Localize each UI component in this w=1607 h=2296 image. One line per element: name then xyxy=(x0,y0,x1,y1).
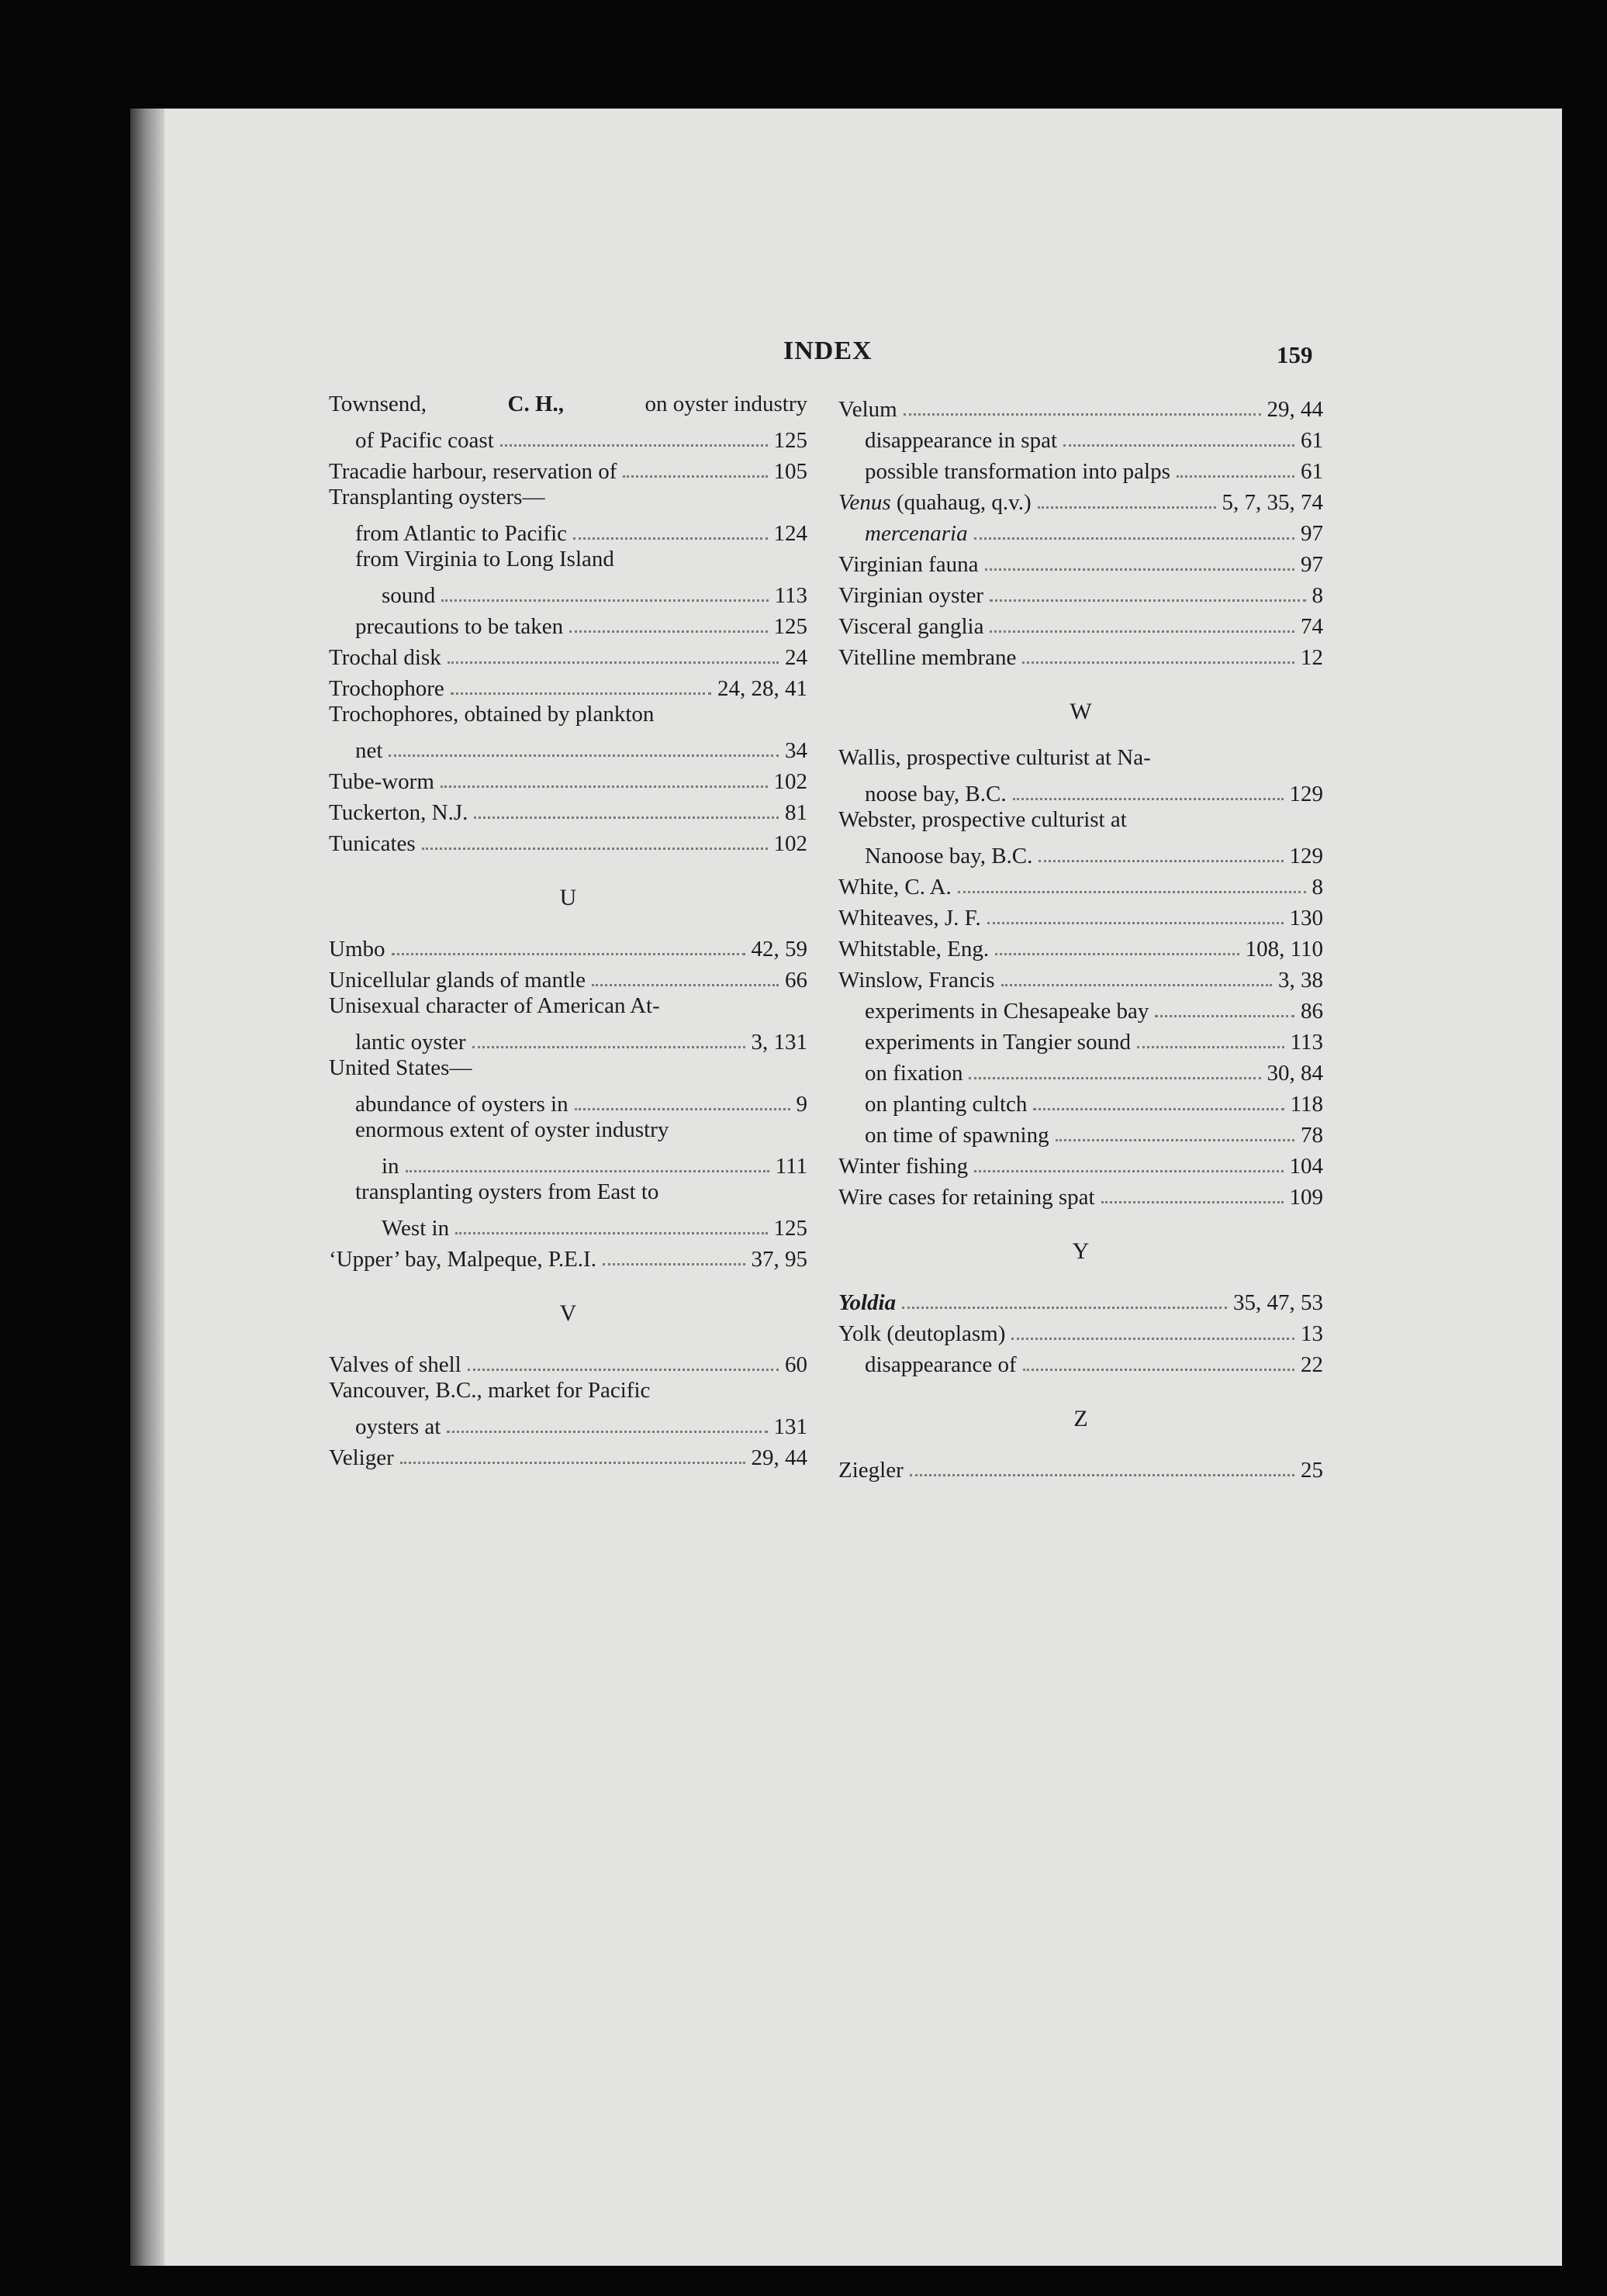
index-entry-line xyxy=(329,993,807,1024)
index-entry-line xyxy=(329,485,807,516)
index-entry-line xyxy=(329,1055,807,1086)
index-entry-text: Yolk (deutoplasm) xyxy=(838,1321,1006,1346)
index-page-reference: 60 xyxy=(785,1352,807,1377)
index-page-reference: 42, 59 xyxy=(751,937,807,962)
index-entry-text: Virginian oyster xyxy=(838,583,983,608)
leader-dots xyxy=(969,1077,1260,1079)
index-page-reference: 111 xyxy=(775,1154,807,1179)
page-title: INDEX xyxy=(783,337,873,365)
index-entry xyxy=(838,454,1323,485)
index-entry-text: abundance of oysters in xyxy=(355,1092,568,1117)
index-entry-text: on planting cultch xyxy=(865,1092,1028,1117)
index-entry-text: experiments in Tangier sound xyxy=(865,1030,1131,1055)
leader-dots xyxy=(990,599,1306,602)
leader-dots xyxy=(1155,1015,1294,1017)
index-entry xyxy=(838,993,1323,1024)
leader-dots xyxy=(974,1170,1283,1172)
index-entry xyxy=(838,1024,1323,1055)
index-entry-text: noose bay, B.C. xyxy=(865,782,1007,806)
leader-dots xyxy=(592,984,779,986)
index-page-reference: 29, 44 xyxy=(751,1445,807,1470)
index-page-reference: 104 xyxy=(1289,1154,1323,1179)
index-page-reference: 3, 131 xyxy=(751,1030,807,1055)
index-entry-line xyxy=(329,392,807,423)
index-entry-text: Winslow, Francis xyxy=(838,968,995,993)
leader-dots xyxy=(910,1474,1294,1476)
index-page-reference: 8 xyxy=(1312,583,1323,608)
index-entry xyxy=(838,1117,1323,1148)
index-entry-line xyxy=(329,1378,807,1409)
index-page-reference: 3, 38 xyxy=(1278,968,1323,993)
index-page-reference: 113 xyxy=(774,583,807,608)
index-entry xyxy=(329,423,807,454)
leader-dots xyxy=(1056,1139,1294,1141)
leader-dots xyxy=(1101,1201,1284,1203)
index-column-left xyxy=(329,392,807,1471)
index-entry-text: Tunicates xyxy=(329,831,416,856)
leader-dots xyxy=(468,1369,779,1371)
index-entry xyxy=(329,454,807,485)
leader-dots xyxy=(987,922,1284,924)
index-page-reference: 130 xyxy=(1289,906,1323,930)
leader-dots xyxy=(985,568,1294,571)
index-entry-text: Transplanting oysters— xyxy=(329,485,545,509)
leader-dots xyxy=(1039,860,1283,862)
index-entry xyxy=(329,516,807,547)
leader-dots xyxy=(474,817,779,819)
index-letter-heading: Z xyxy=(1073,1406,1088,1431)
index-entry-text: of Pacific coast xyxy=(355,428,494,453)
index-entry-text: precautions to be taken xyxy=(355,614,564,639)
index-entry-text: Wire cases for retaining spat xyxy=(838,1185,1095,1210)
index-entry xyxy=(838,869,1323,900)
leader-dots xyxy=(406,1170,769,1172)
index-page-reference: 102 xyxy=(773,831,807,856)
index-page-reference: 97 xyxy=(1301,552,1323,577)
index-entry-text: experiments in Chesapeake bay xyxy=(865,999,1149,1024)
index-entry-text: White, C. A. xyxy=(838,875,952,899)
index-page-reference: 74 xyxy=(1301,614,1323,639)
leader-dots xyxy=(904,413,1261,416)
index-page-reference: 66 xyxy=(785,968,807,993)
index-entry-line xyxy=(838,807,1323,838)
index-entry-line xyxy=(329,547,807,578)
leader-dots xyxy=(569,630,767,633)
index-entry xyxy=(329,1024,807,1055)
index-page-reference: 131 xyxy=(773,1414,807,1439)
index-letter-heading: U xyxy=(559,885,577,910)
leader-dots xyxy=(472,1046,745,1048)
index-entry-text: Vitelline membrane xyxy=(838,645,1017,670)
index-entry-text: Winter fishing xyxy=(838,1154,969,1179)
leader-dots xyxy=(1011,1338,1294,1340)
index-page-reference: 105 xyxy=(773,459,807,484)
index-entry xyxy=(838,547,1323,578)
index-entry-line xyxy=(329,702,807,733)
index-page-reference: 30, 84 xyxy=(1267,1061,1323,1086)
leader-dots xyxy=(441,785,768,788)
index-entry xyxy=(838,1179,1323,1210)
leader-dots xyxy=(448,661,779,664)
index-entry xyxy=(329,1440,807,1471)
index-entry xyxy=(329,962,807,993)
leader-dots xyxy=(974,537,1294,540)
index-page-reference: 109 xyxy=(1289,1185,1323,1210)
index-column-right xyxy=(838,392,1323,1483)
index-page-reference: 5, 7, 35, 74 xyxy=(1222,490,1323,515)
index-entry-text: Tuckerton, N.J. xyxy=(329,800,468,825)
index-entry-text: transplanting oysters from East to xyxy=(355,1179,659,1204)
page-binding-edge xyxy=(130,109,164,2266)
index-page-reference: 129 xyxy=(1289,782,1323,806)
index-entry xyxy=(838,1086,1323,1117)
index-page-reference: 129 xyxy=(1289,844,1323,868)
index-entry-text: enormous extent of oyster industry xyxy=(355,1117,669,1142)
index-entry-text: Trochal disk xyxy=(329,645,441,670)
index-entry xyxy=(329,733,807,764)
index-entry xyxy=(838,900,1323,931)
leader-dots xyxy=(1023,1369,1294,1371)
leader-dots xyxy=(902,1307,1227,1309)
index-entry-text: Whiteaves, J. F. xyxy=(838,906,981,930)
index-page-reference: 9 xyxy=(796,1092,807,1117)
index-entry xyxy=(329,1409,807,1440)
index-entry xyxy=(838,1285,1323,1316)
index-entry-text: oysters at xyxy=(355,1414,441,1439)
leader-dots xyxy=(575,1108,790,1110)
index-entry-text: from Atlantic to Pacific xyxy=(355,521,568,546)
index-page-reference: 37, 95 xyxy=(751,1247,807,1272)
index-entry-text: Venus (quahaug, q.v.) xyxy=(838,490,1032,515)
index-entry-text: Ziegler xyxy=(838,1458,904,1483)
index-page-reference: 81 xyxy=(785,800,807,825)
index-letter-heading: Y xyxy=(1072,1238,1090,1264)
index-page-reference: 78 xyxy=(1301,1123,1323,1148)
index-entry-text: United States— xyxy=(329,1055,472,1080)
index-entry xyxy=(329,931,807,962)
index-entry-text: Virginian fauna xyxy=(838,552,979,577)
index-entry xyxy=(838,776,1323,807)
index-entry xyxy=(329,609,807,640)
index-entry-text: ‘Upper’ bay, Malpeque, P.E.I. xyxy=(329,1247,596,1272)
leader-dots xyxy=(603,1263,745,1265)
index-entry xyxy=(329,1347,807,1378)
index-entry xyxy=(838,578,1323,609)
index-entry-text: Velum xyxy=(838,397,897,422)
index-entry xyxy=(838,516,1323,547)
index-letter-heading: V xyxy=(559,1300,577,1326)
leader-dots xyxy=(958,891,1306,893)
index-page-reference: 8 xyxy=(1312,875,1323,899)
leader-dots xyxy=(1001,984,1272,986)
index-entry-text: net xyxy=(355,738,383,763)
index-entry xyxy=(838,1148,1323,1179)
index-page-reference: 24, 28, 41 xyxy=(717,676,807,701)
page-number: 159 xyxy=(1277,341,1313,368)
index-entry xyxy=(838,1452,1323,1483)
index-entry-text: Veliger xyxy=(329,1445,394,1470)
index-page-reference: 12 xyxy=(1301,645,1323,670)
index-entry-text: Trochophores, obtained by plankton xyxy=(329,702,655,727)
index-entry-text: on time of spawning xyxy=(865,1123,1049,1148)
leader-dots xyxy=(392,953,745,955)
index-entry-text: disappearance of xyxy=(865,1352,1017,1377)
index-entry xyxy=(329,795,807,826)
leader-dots xyxy=(400,1462,745,1464)
leader-dots xyxy=(500,444,768,447)
index-entry xyxy=(329,764,807,795)
index-entry-text: Visceral ganglia xyxy=(838,614,984,639)
index-entry-text: Tube-worm xyxy=(329,769,434,794)
index-page-reference: 108, 110 xyxy=(1245,937,1323,962)
index-page-reference: 24 xyxy=(785,645,807,670)
index-page-reference: 102 xyxy=(773,769,807,794)
index-entry-text: disappearance in spat xyxy=(865,428,1058,453)
index-entry-text: mercenaria xyxy=(865,521,968,546)
index-entry-text: Tracadie harbour, reservation of xyxy=(329,459,617,484)
index-page-reference: 61 xyxy=(1301,428,1323,453)
index-page-reference: 13 xyxy=(1301,1321,1323,1346)
index-page-reference: 22 xyxy=(1301,1352,1323,1377)
leader-dots xyxy=(441,599,768,602)
index-entry-text: Webster, prospective culturist at xyxy=(838,807,1127,832)
index-entry xyxy=(838,838,1323,869)
index-entry xyxy=(838,392,1323,423)
index-entry xyxy=(838,962,1323,993)
index-entry xyxy=(838,931,1323,962)
index-letter-heading: W xyxy=(1070,699,1092,724)
index-entry-line xyxy=(329,1117,807,1148)
index-page-reference: 125 xyxy=(773,428,807,453)
index-entry-text: Whitstable, Eng. xyxy=(838,937,990,962)
index-page-reference: 125 xyxy=(773,614,807,639)
index-entry-text: Unisexual character of American At- xyxy=(329,993,660,1018)
index-entry-text: Trochophore xyxy=(329,676,444,701)
leader-dots xyxy=(623,475,767,478)
leader-dots xyxy=(451,692,711,695)
index-entry xyxy=(329,1241,807,1272)
index-entry-text: Umbo xyxy=(329,937,385,962)
leader-dots xyxy=(455,1232,767,1234)
index-entry-text: in xyxy=(382,1154,399,1179)
leader-dots xyxy=(447,1431,767,1433)
index-entry-line xyxy=(329,1179,807,1210)
leader-dots xyxy=(389,754,779,757)
index-entry-text: Wallis, prospective culturist at Na- xyxy=(838,745,1151,770)
index-entry xyxy=(838,609,1323,640)
index-page-reference: 61 xyxy=(1301,459,1323,484)
index-page-reference: 118 xyxy=(1290,1092,1323,1117)
leader-dots xyxy=(1063,444,1294,447)
index-page-reference: 86 xyxy=(1301,999,1323,1024)
leader-dots xyxy=(990,630,1294,633)
index-entry-text: possible transformation into palps xyxy=(865,459,1170,484)
index-entry-text: Valves of shell xyxy=(329,1352,461,1377)
index-entry xyxy=(329,1086,807,1117)
index-page-reference: 113 xyxy=(1290,1030,1323,1055)
index-entry xyxy=(838,423,1323,454)
index-entry-text: sound xyxy=(382,583,436,608)
index-page-reference: 124 xyxy=(773,521,807,546)
leader-dots xyxy=(1038,506,1216,509)
index-entry-line xyxy=(838,745,1323,776)
index-entry-text: West in xyxy=(382,1216,450,1241)
index-entry xyxy=(329,1210,807,1241)
index-entry-text: lantic oyster xyxy=(355,1030,466,1055)
leader-dots xyxy=(1013,798,1284,800)
index-page-reference: 35, 47, 53 xyxy=(1233,1290,1323,1315)
leader-dots xyxy=(422,848,768,850)
index-entry-text: from Virginia to Long Island xyxy=(355,547,614,571)
index-entry xyxy=(329,671,807,702)
index-entry xyxy=(838,1347,1323,1378)
leader-dots xyxy=(573,537,767,540)
leader-dots xyxy=(1033,1108,1284,1110)
index-page-reference: 97 xyxy=(1301,521,1323,546)
index-entry-text: Vancouver, B.C., market for Pacific xyxy=(329,1378,651,1403)
index-entry xyxy=(838,485,1323,516)
leader-dots xyxy=(1137,1046,1284,1048)
index-entry-text: Yoldia xyxy=(838,1290,897,1315)
index-entry xyxy=(838,1055,1323,1086)
index-entry-text: Nanoose bay, B.C. xyxy=(865,844,1033,868)
leader-dots xyxy=(1177,475,1294,478)
index-entry xyxy=(838,640,1323,671)
leader-dots xyxy=(1022,661,1294,664)
index-entry xyxy=(329,578,807,609)
index-page-reference: 29, 44 xyxy=(1267,397,1323,422)
index-entry-text: on fixation xyxy=(865,1061,963,1086)
index-entry xyxy=(329,826,807,857)
index-page-reference: 34 xyxy=(785,738,807,763)
leader-dots xyxy=(995,953,1239,955)
index-entry xyxy=(329,1148,807,1179)
index-page-reference: 125 xyxy=(773,1216,807,1241)
index-entry-text: Townsend, C. H., on oyster industry xyxy=(329,392,807,416)
index-page-reference: 25 xyxy=(1301,1458,1323,1483)
index-entry-text: Unicellular glands of mantle xyxy=(329,968,586,993)
index-entry xyxy=(329,640,807,671)
index-entry xyxy=(838,1316,1323,1347)
